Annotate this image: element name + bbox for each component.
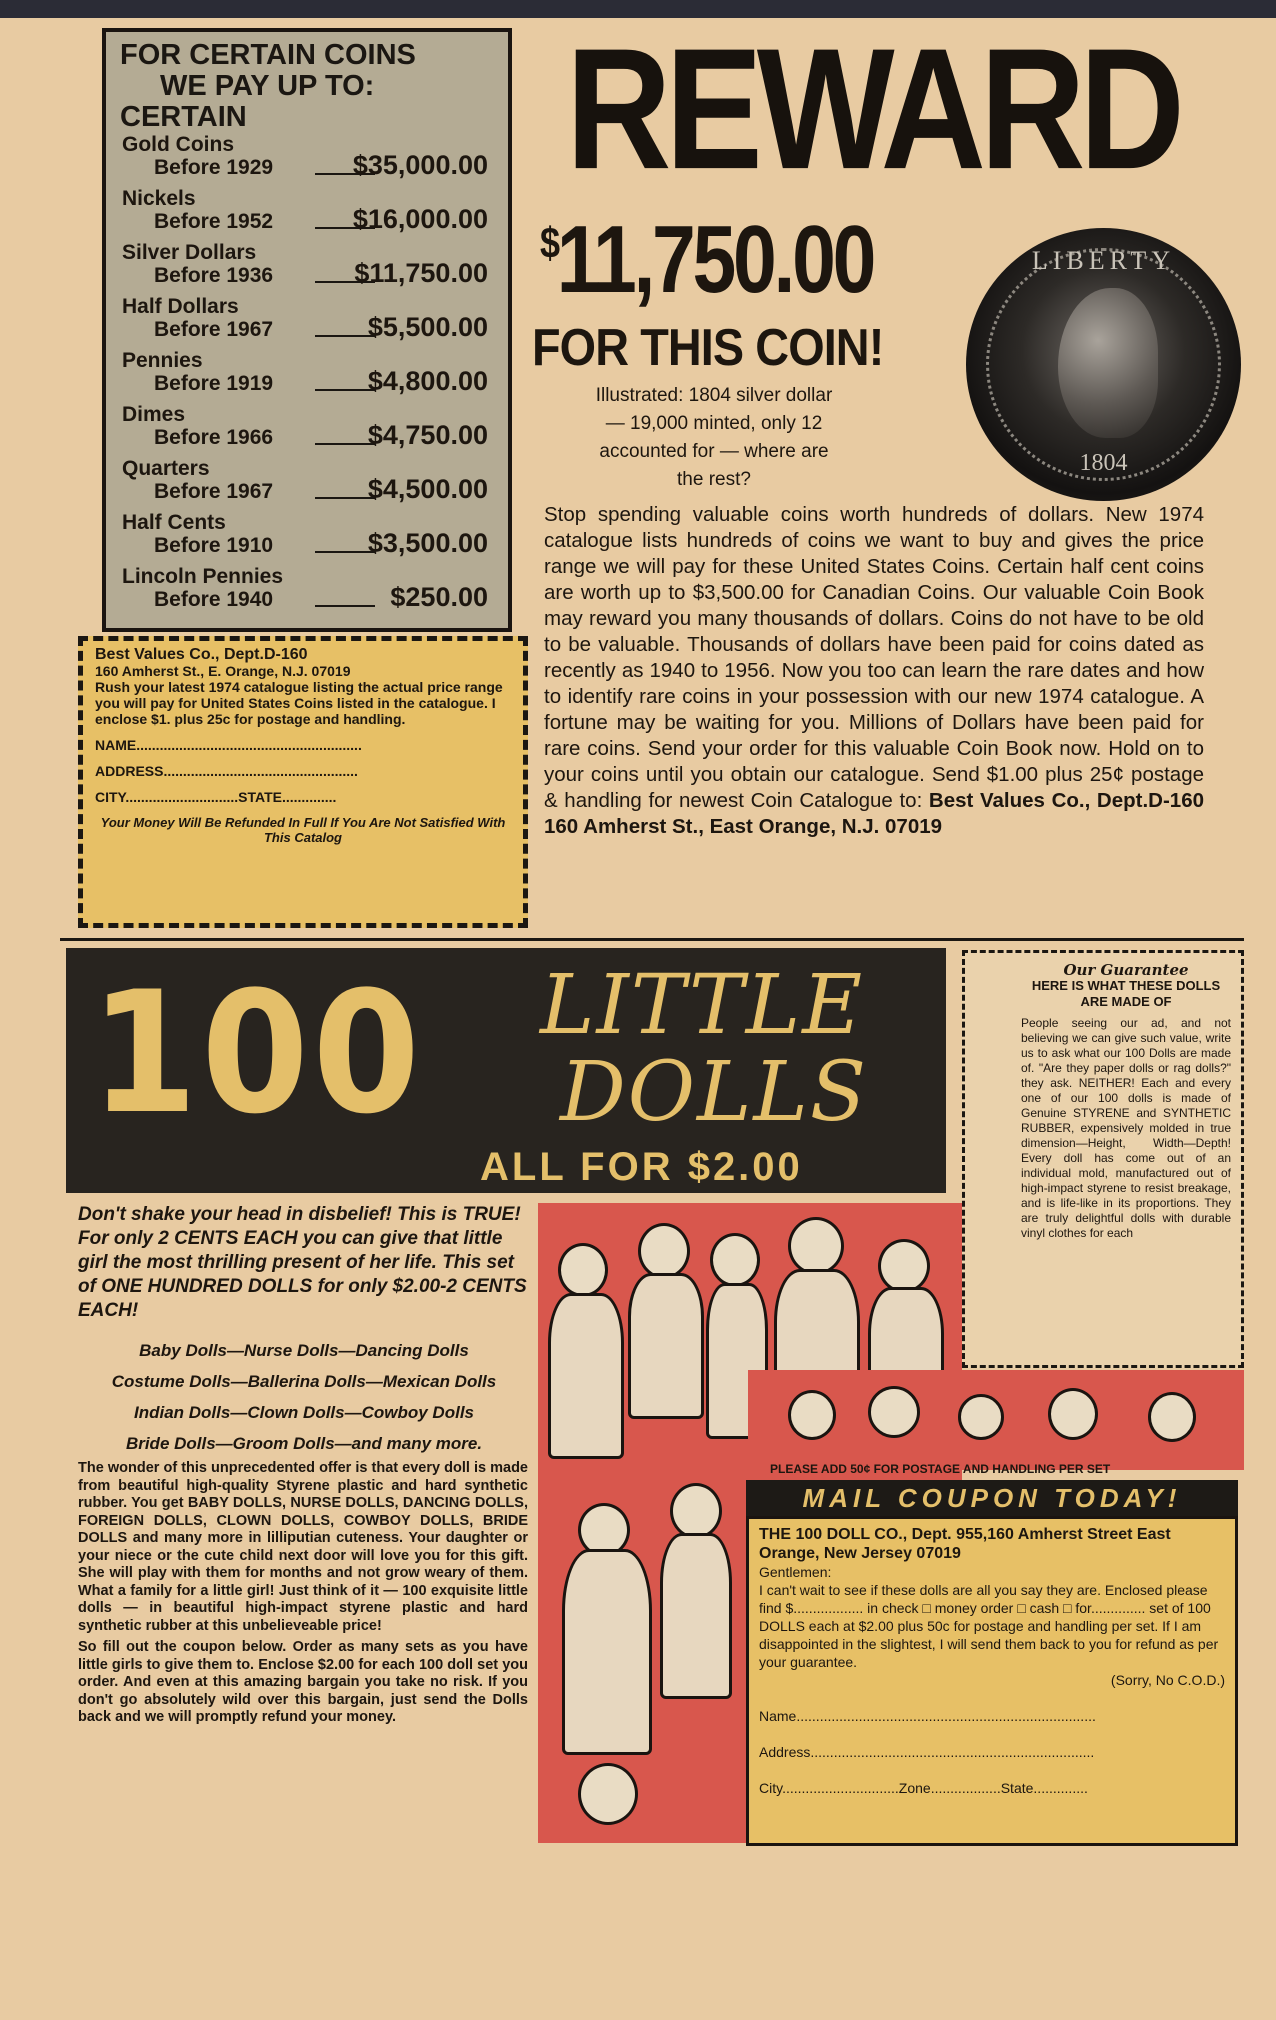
doll-head	[788, 1217, 844, 1275]
price-heading-line-1: FOR CERTAIN COINS	[120, 39, 416, 71]
leader-line	[315, 389, 375, 391]
coin-coupon-city-field[interactable]: CITY.............................STATE..............	[95, 789, 337, 805]
coin-date-limit: Before 1910	[154, 534, 274, 557]
guarantee-subtitle: HERE IS WHAT THESE DOLLS ARE MADE OF	[1031, 978, 1221, 1009]
doll-figure	[562, 1549, 652, 1755]
reward-dollar-sign: $	[540, 219, 557, 268]
doll-head	[1148, 1392, 1196, 1442]
liberty-bust	[1058, 288, 1158, 438]
doll-figure	[548, 1293, 624, 1459]
reward-subtitle: FOR THIS COIN!	[532, 319, 884, 377]
coin-type: Half Cents	[122, 511, 226, 534]
banner-price: ALL FOR $2.00	[480, 1145, 803, 1189]
doll-coupon-state-label: State	[1000, 1780, 1034, 1796]
postage-note: PLEASE ADD 50¢ FOR POSTAGE AND HANDLING PER SET	[770, 1462, 1111, 1476]
doll-head	[578, 1763, 638, 1825]
coin-date-limit: Before 1919	[154, 372, 274, 395]
doll-types-line-4: Bride Dolls—Groom Dolls—and many more.	[125, 1434, 483, 1453]
price-box-heading	[120, 40, 494, 133]
coin-type: Gold Coins	[122, 133, 234, 156]
doll-figure	[660, 1533, 732, 1699]
coin-coupon-name-label: NAME	[95, 737, 137, 753]
coin-date-limit: Before 1940	[154, 588, 274, 611]
coin-date-limit: Before 1967	[154, 318, 274, 341]
doll-coupon-city-field[interactable]: City..............................Zone..................State..............	[759, 1780, 1088, 1796]
price-row	[120, 241, 494, 295]
coin-year: 1804	[1079, 450, 1128, 476]
ad-divider	[60, 938, 1244, 941]
reward-amount	[540, 205, 873, 315]
dolls-illustration-extension	[748, 1370, 1244, 1470]
coin-coupon-address-label: ADDRESS	[95, 763, 164, 779]
doll-coupon-name-field[interactable]: Name.............................................................................	[759, 1708, 1096, 1724]
doll-order-coupon[interactable]	[746, 1516, 1238, 1846]
doll-coupon-address-label: Address	[759, 1744, 811, 1760]
coin-coupon-state-label: STATE	[238, 789, 282, 805]
doll-coupon-no-cod: (Sorry, No C.O.D.)	[1110, 1672, 1225, 1688]
coin-price: $4,750.00	[367, 420, 488, 450]
leader-line	[315, 335, 375, 337]
leader-line	[315, 443, 375, 445]
price-rows	[120, 133, 494, 619]
coin-coupon-text: Rush your latest 1974 catalogue listing the actual price range you will pay for United States Coins listed in the catalogue. I enclose $1. plus 25c for postage and handling.	[95, 679, 503, 727]
doll-types-line-2: Costume Dolls—Ballerina Dolls—Mexican Dolls	[111, 1372, 497, 1391]
leader-line	[315, 551, 375, 553]
doll-coupon-city-label: City	[759, 1780, 783, 1796]
coin-price: $4,800.00	[367, 366, 488, 396]
doll-head	[958, 1394, 1004, 1440]
price-heading-line-2: WE PAY UP TO:	[160, 70, 375, 102]
doll-types-line-1: Baby Dolls—Nurse Dolls—Dancing Dolls	[139, 1341, 469, 1360]
doll-coupon-text: I can't wait to see if these dolls are all you say they are. Enclosed please find $.................. in check □ money order □ cash □ for.............. set of 100 DOLLS each at $2.00 plus 50c for postage and handling per set. If I am disappointed in the slightest, I will send them back to you for refund as per your guarantee.	[759, 1582, 1219, 1670]
coin-coupon-address: 160 Amherst St., E. Orange, N.J. 07019	[95, 663, 351, 679]
price-row	[120, 349, 494, 403]
illustration-caption: Illustrated: 1804 silver dollar — 19,000 minted, only 12 accounted for — where are the rest?	[595, 385, 833, 490]
doll-head	[638, 1223, 690, 1279]
doll-coupon-header: THE 100 DOLL CO., Dept. 955,160 Amherst Street East Orange, New Jersey 07019	[759, 1526, 1171, 1562]
mail-coupon-bar: MAIL COUPON TODAY!	[746, 1480, 1238, 1516]
banner-number: 100	[90, 955, 424, 1151]
coin-price: $3,500.00	[367, 528, 488, 558]
coin-order-coupon[interactable]	[78, 636, 528, 928]
coin-price: $250.00	[390, 582, 488, 612]
doll-coupon-address-field[interactable]: Address.........................................................................	[759, 1744, 1095, 1760]
coin-date-limit: Before 1952	[154, 210, 274, 233]
doll-body-paragraph-1: The wonder of this unprecedented offer is that every doll is made from beautiful high-quality Styrene plastic and hard synthetic rubber. You get BABY DOLLS, NURSE DOLLS, DANCING DOLLS, FOREIGN DOLLS, CLOWN DOLLS, COWBOY DOLLS, BRIDE DOLLS and many more in lilliputian cuteness. Your daughter or your niece or the cute child next door will love you for this gift. She will play with them for months and not grow weary of them. What a family for a little girl! Just think of it — 100 exquisite little dolls — in beautiful high-impact styrene plastic and hard synthetic rubber at this unbelieveable price!	[78, 1460, 528, 1634]
reward-title: REWARD	[566, 12, 1179, 205]
coin-type: Pennies	[122, 349, 203, 372]
coin-liberty-text: LIBERTY	[1031, 246, 1176, 275]
coin-date-limit: Before 1936	[154, 264, 274, 287]
price-heading-line-3: CERTAIN	[120, 101, 247, 133]
coin-coupon-address-field[interactable]: ADDRESS..................................................	[95, 763, 358, 779]
coin-type: Quarters	[122, 457, 210, 480]
coin-price: $35,000.00	[352, 150, 488, 180]
doll-coupon-salutation: Gentlemen:	[759, 1564, 832, 1580]
coin-type: Dimes	[122, 403, 186, 426]
banner-line-dolls: DOLLS	[560, 1045, 869, 1140]
coin-ad-body-text: Stop spending valuable coins worth hundreds of dollars. New 1974 catalogue lists hundreds of coins we want to buy and gives the price range we will pay for these United States Coins. Certain half cent coins are worth up to $3,500.00 for Canadian Coins. Our valuable Coin Book may reward you many thousands of dollars. Coins do not have to be old to be valuable. Thousands of dollars have been paid for coins dated as recently as 1940 to 1956. Now you too can learn the rare dates and how to identify rare coins in your possession with our new 1974 catalogue. A fortune may be waiting for you. Millions of Dollars have been paid for rare coins. Send your order for this valuable Coin Book now. Hold on to your coins until you obtain our catalogue. Send $1.00 plus 25¢ postage & handling for newest Coin Catalogue to:	[544, 503, 1204, 812]
coin-coupon-header: Best Values Co., Dept.D-160	[95, 646, 308, 663]
doll-types-list	[78, 1335, 530, 1459]
coin-ad-body	[544, 502, 1204, 840]
price-row	[120, 295, 494, 349]
price-row	[120, 403, 494, 457]
leader-line	[315, 497, 375, 499]
coin-type: Half Dollars	[122, 295, 239, 318]
coin-coupon-guarantee: Your Money Will Be Refunded In Full If You Are Not Satisfied With This Catalog	[100, 815, 506, 845]
doll-head	[558, 1243, 608, 1297]
leader-line	[315, 605, 375, 607]
coin-type: Lincoln Pennies	[122, 565, 284, 588]
price-row	[120, 187, 494, 241]
doll-head	[1048, 1388, 1098, 1440]
doll-head	[788, 1390, 836, 1440]
coin-ad-address: Best Values Co., Dept.D-160 160 Amherst St., East Orange, N.J. 07019	[544, 789, 1204, 838]
doll-coupon-name-label: Name	[759, 1708, 797, 1724]
coin-coupon-name-field[interactable]: NAME..........................................................	[95, 737, 362, 753]
coin-price: $16,000.00	[352, 204, 488, 234]
banner-line-little: LITTLE	[540, 958, 865, 1053]
coin-type: Silver Dollars	[122, 241, 257, 264]
price-row	[120, 457, 494, 511]
doll-body	[78, 1460, 528, 1727]
coin-date-limit: Before 1967	[154, 480, 274, 503]
doll-head	[868, 1386, 920, 1438]
doll-head	[878, 1239, 930, 1293]
doll-head	[710, 1233, 760, 1287]
coin-price-box	[102, 28, 512, 632]
doll-body-paragraph-2: So fill out the coupon below. Order as many sets as you have little girls to give them to. Enclose $2.00 for each 100 doll set you order. And even at this amazing bargain you take no risk. If you don't go absolutely wild over this bargain, just send the Dolls back and we will promptly refund your money.	[78, 1639, 528, 1725]
silver-dollar-coin-image	[966, 228, 1241, 501]
coin-date-limit: Before 1966	[154, 426, 274, 449]
reward-amount-value: 11,750.00	[556, 206, 874, 313]
guarantee-title: Our Guarantee	[1063, 961, 1189, 979]
doll-figure	[628, 1273, 704, 1419]
doll-coupon-zone-label: Zone	[898, 1780, 931, 1796]
price-row	[120, 133, 494, 187]
price-row	[120, 565, 494, 619]
coin-date-limit: Before 1929	[154, 156, 274, 179]
coin-price: $4,500.00	[367, 474, 488, 504]
coin-price: $11,750.00	[354, 258, 488, 288]
coin-coupon-city-label: CITY	[95, 789, 126, 805]
doll-types-line-3: Indian Dolls—Clown Dolls—Cowboy Dolls	[133, 1403, 474, 1422]
coin-type: Nickels	[122, 187, 196, 210]
doll-head	[670, 1483, 722, 1539]
price-row	[120, 511, 494, 565]
guarantee-text: People seeing our ad, and not believing we can give such value, write us to ask what our 100 Dolls are made of. "Are they paper dolls or rag dolls?" they ask. NEITHER! Each and every one of our 100 dolls is made of Genuine STYRENE and SYNTHETIC RUBBER, expensively molded in true dimension—Height, Width—Depth! Every doll has come out of an individual mold, manufactured out of high-impact styrene to resist breakage, and is life-like in its proportions. They are truly delightful dolls with durable vinyl clothes for each	[1021, 1016, 1231, 1240]
coin-price: $5,500.00	[367, 312, 488, 342]
doll-intro: Don't shake your head in disbelief! This is TRUE! For only 2 CENTS EACH you can give that little girl the most thrilling present of her life. This set of ONE HUNDRED DOLLS for only $2.00-2 CENTS EACH!	[78, 1204, 527, 1321]
guarantee-box	[962, 950, 1244, 1368]
